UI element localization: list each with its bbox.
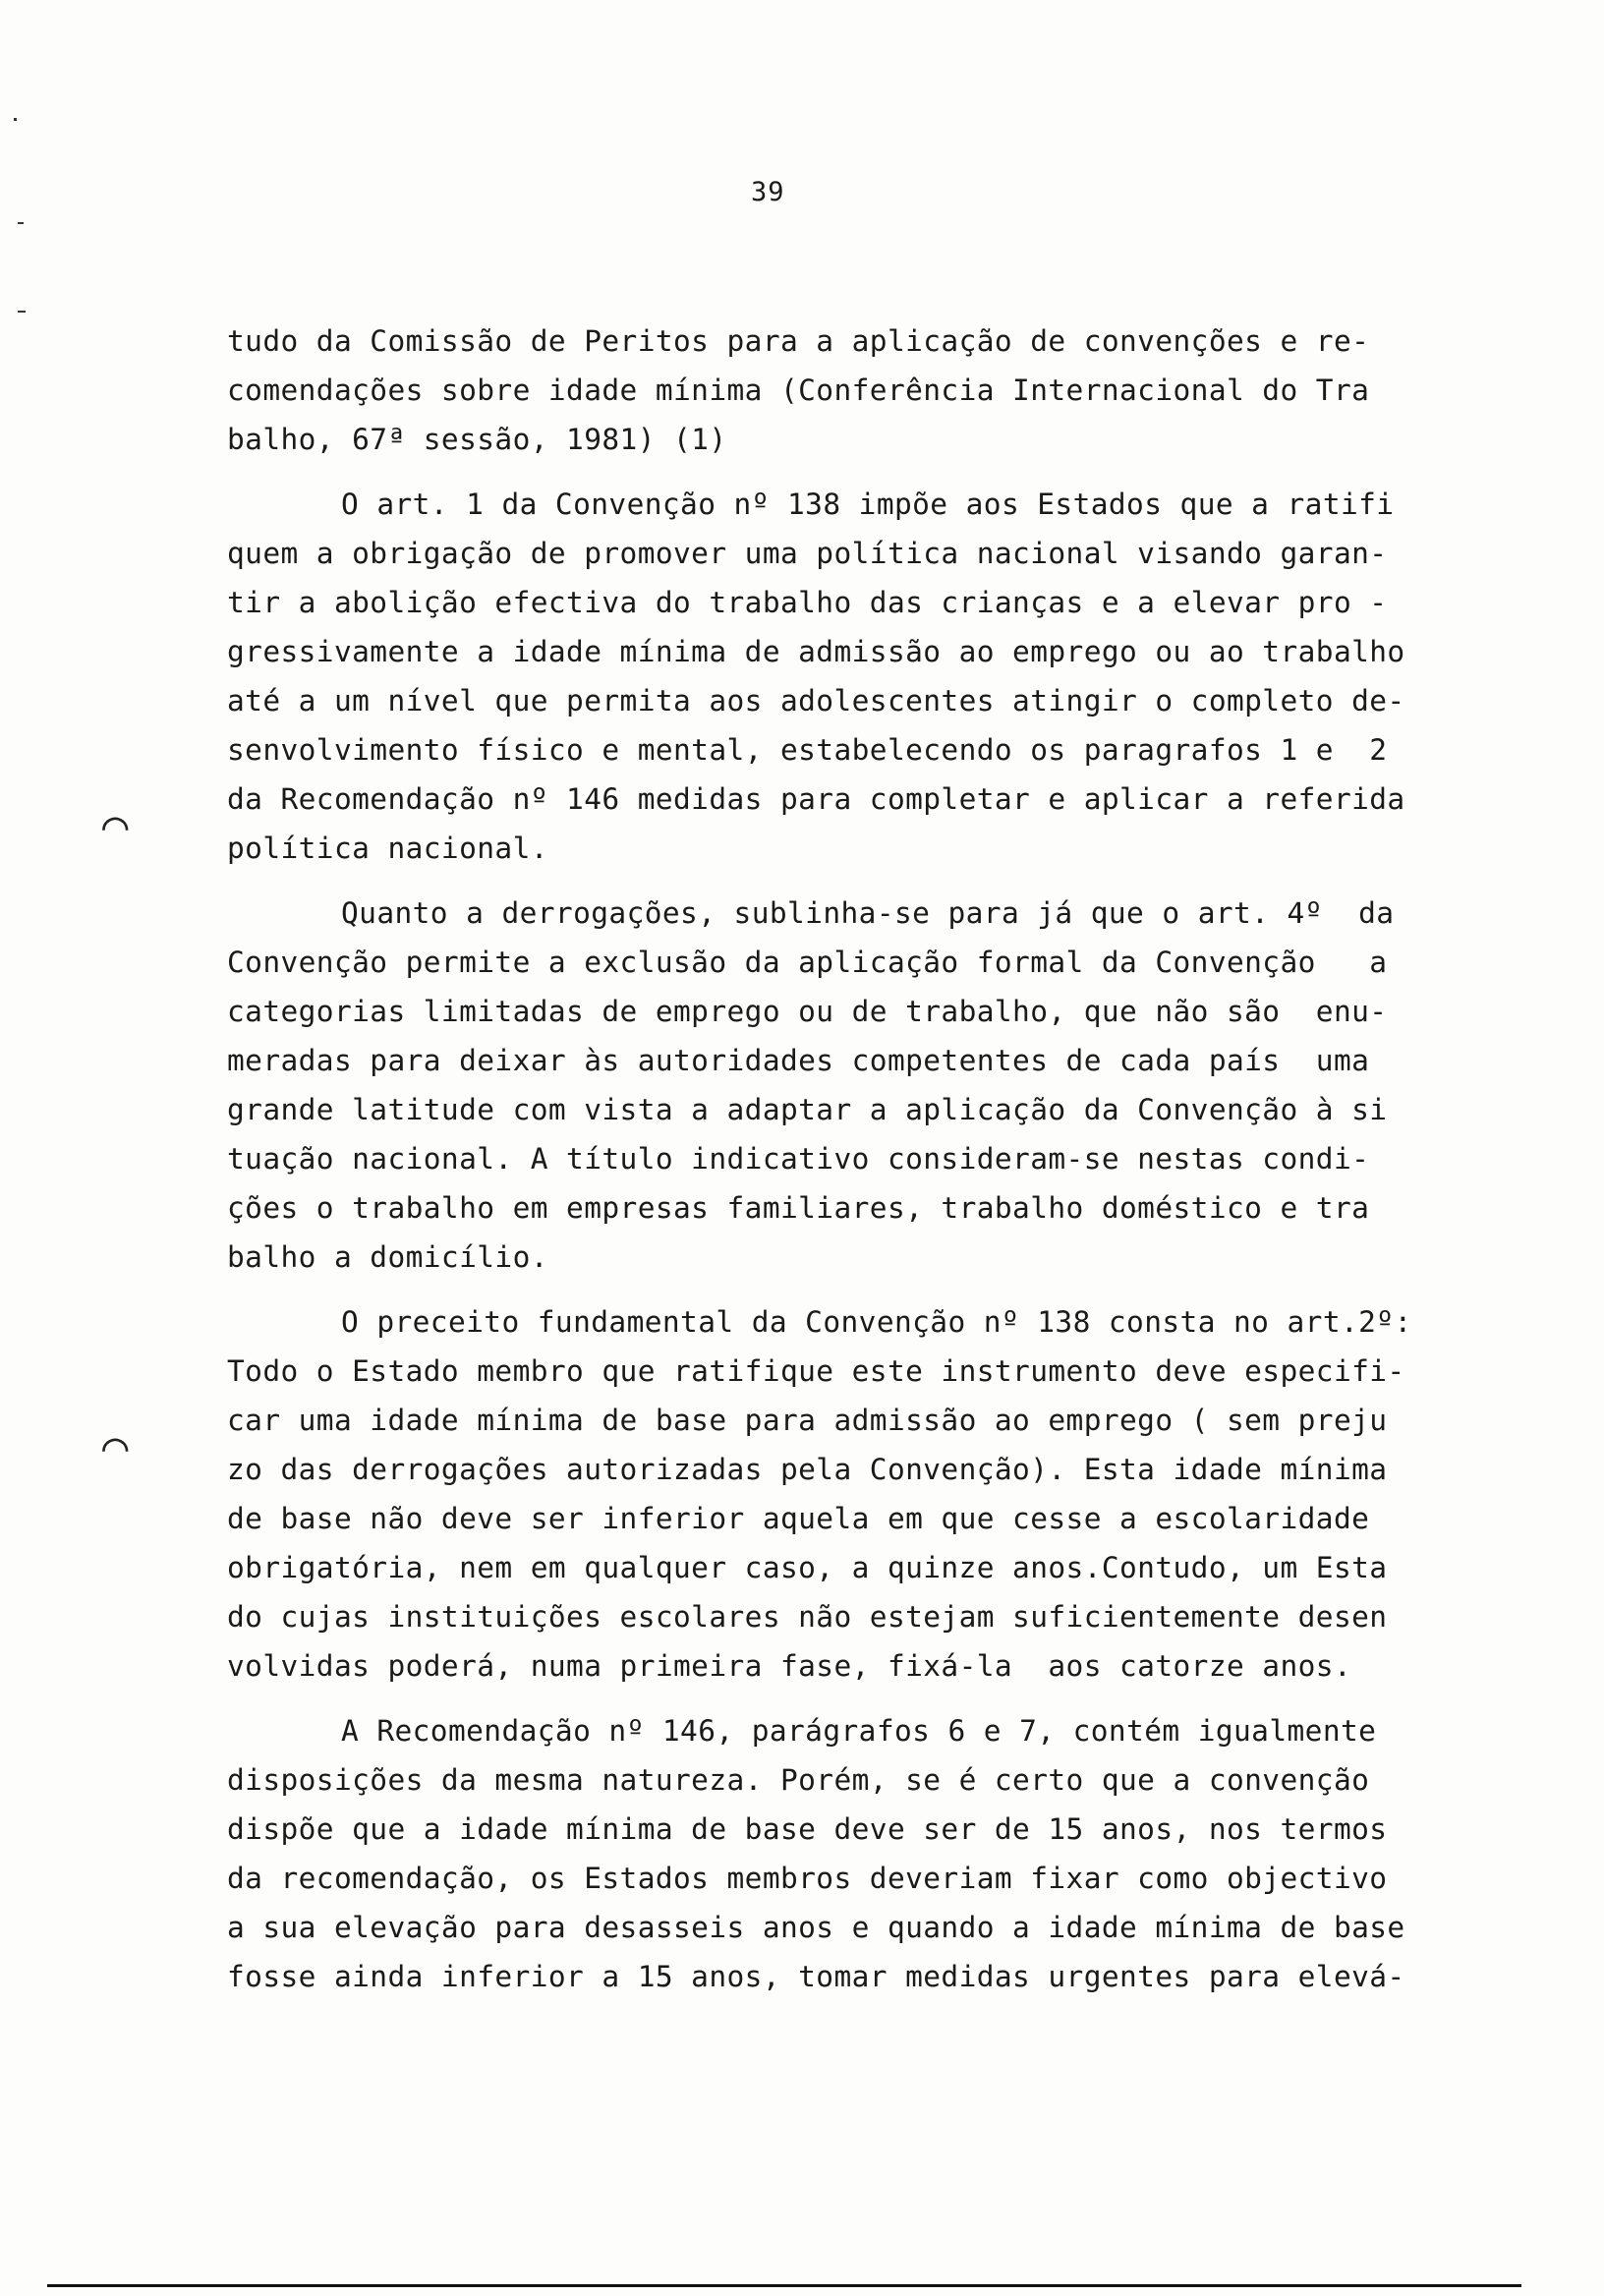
paragraph — [227, 1297, 1515, 1691]
text-line: meradas para deixar às autoridades competentes de cada país uma — [227, 1044, 1370, 1077]
text-line: balho a domicílio. — [227, 1240, 548, 1274]
text-line: a sua elevação para desasseis anos e quando a idade mínima de base — [227, 1911, 1405, 1944]
paragraph — [227, 1706, 1515, 2001]
text-line: do cujas instituições escolares não estejam suficientemente desen — [227, 1600, 1388, 1634]
text-line: fosse ainda inferior a 15 anos, tomar medidas urgentes para elevá- — [227, 1960, 1405, 1993]
page-number: 39 — [751, 177, 785, 207]
text-line: grande latitude com vista a adaptar a aplicação da Convenção à si — [227, 1093, 1388, 1126]
text-line: volvidas poderá, numa primeira fase, fixá-la aos catorze anos. — [227, 1649, 1352, 1683]
body-text — [227, 316, 1515, 2017]
text-line: Convenção permite a exclusão da aplicação formal da Convenção a — [227, 946, 1388, 979]
paragraph — [227, 889, 1515, 1282]
text-line: A Recomendação nº 146, parágrafos 6 e 7, contém igualmente — [341, 1714, 1377, 1748]
scan-speck — [18, 311, 26, 313]
text-line: da Recomendação nº 146 medidas para completar e aplicar a referida — [227, 782, 1405, 816]
text-line: da recomendação, os Estados membros deveriam fixar como objectivo — [227, 1862, 1388, 1895]
text-line: Todo o Estado membro que ratifique este instrumento deve especifi- — [227, 1354, 1405, 1388]
bottom-rule — [47, 2284, 1521, 2287]
text-line: zo das derrogações autorizadas pela Convenção). Esta idade mínima — [227, 1453, 1388, 1486]
text-line: política nacional. — [227, 832, 548, 865]
text-line: gressivamente a idade mínima de admissão ao emprego ou ao trabalho — [227, 635, 1405, 668]
scan-speck — [18, 222, 24, 224]
text-line: quem a obrigação de promover uma política nacional visando garan- — [227, 537, 1388, 570]
text-line: dispõe que a idade mínima de base deve ser de 15 anos, nos termos — [227, 1812, 1388, 1846]
paragraph — [227, 480, 1515, 873]
text-line: tir a abolição efectiva do trabalho das crianças e a elevar pro - — [227, 586, 1388, 619]
text-line: até a um nível que permita aos adolescentes atingir o completo de- — [227, 684, 1405, 718]
text-line: O art. 1 da Convenção nº 138 impõe aos Estados que a ratifi — [341, 488, 1395, 521]
text-line: ções o trabalho em empresas familiares, trabalho doméstico e tra — [227, 1191, 1370, 1225]
text-line: comendações sobre idade mínima (Conferência Internacional do Tra — [227, 373, 1370, 407]
margin-hook-mark: ⌒ — [102, 800, 129, 850]
text-line: categorias limitadas de emprego ou de trabalho, que não são enu- — [227, 995, 1388, 1028]
text-line: disposições da mesma natureza. Porém, se é certo que a convenção — [227, 1763, 1370, 1797]
text-line: senvolvimento físico e mental, estabelecendo os paragrafos 1 e 2 — [227, 733, 1388, 767]
text-line: obrigatória, nem em qualquer caso, a quinze anos.Contudo, um Esta — [227, 1551, 1388, 1584]
margin-hook-mark: ⌒ — [102, 1421, 129, 1471]
text-line: tudo da Comissão de Peritos para a aplicação de convenções e re- — [227, 324, 1370, 358]
text-line: car uma idade mínima de base para admissão ao emprego ( sem preju — [227, 1404, 1388, 1437]
text-line: de base não deve ser inferior aquela em que cesse a escolaridade — [227, 1502, 1370, 1535]
text-line: tuação nacional. A título indicativo consideram-se nestas condi- — [227, 1142, 1370, 1176]
text-line: balho, 67ª sessão, 1981) (1) — [227, 423, 727, 456]
text-line: Quanto a derrogações, sublinha-se para já que o art. 4º da — [341, 896, 1395, 930]
text-line: O preceito fundamental da Convenção nº 138 consta no art.2º: — [341, 1305, 1412, 1339]
paragraph — [227, 316, 1515, 464]
scan-speck — [14, 118, 17, 121]
